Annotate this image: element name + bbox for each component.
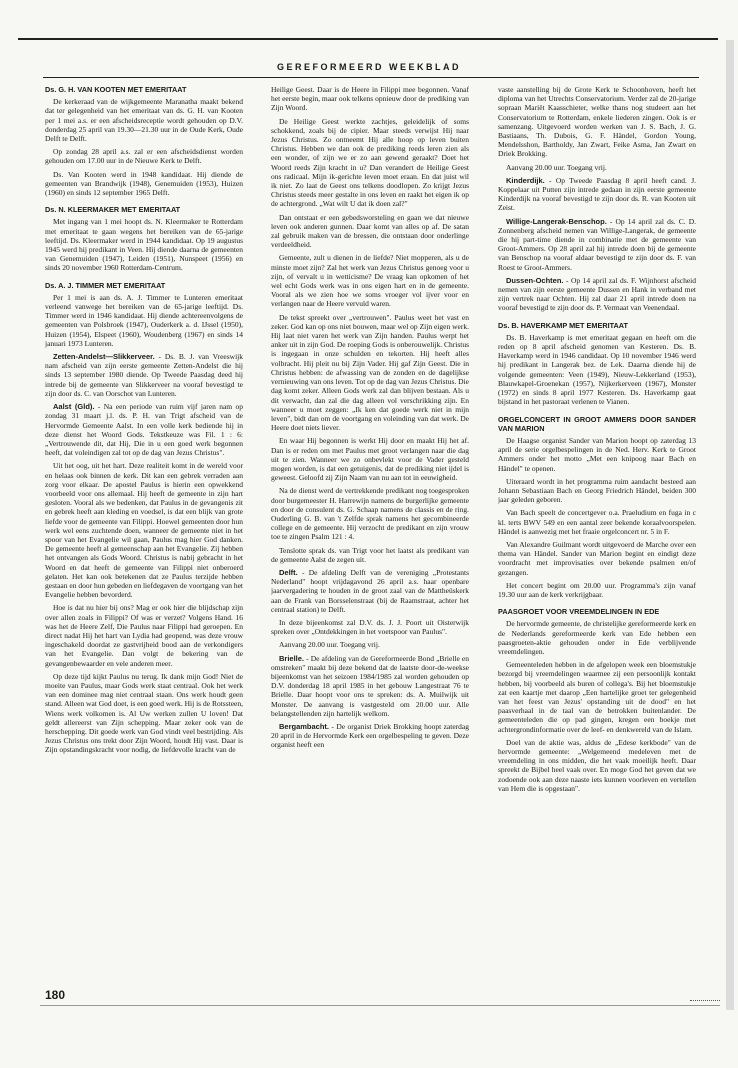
paragraph: De tekst spreekt over „vertrouwen". Paulus weet het vast en zeker. God kan op ons niet bouwen, maar wel op Zijn eigen werk. Hij laat niet varen het werk van Zijn handen. Paulus werpt het anker uit in zijn God. De roeping Gods is onberouwelijk. Christus is ingegaan in onze schulden en tekorten. Hij heeft alles volbracht. Hij pleit nu bij Zijn Vader. Hij gaf Zijn Geest. Die in Christus hebben: de afwassing van de zonden en de dagelijkse vernieuwing van ons leven. Tot op de dag van Jezus Christus. Die dag komt zeker. Alleen Gods werk zal dan blijven bestaan. Als u dit verwacht, dan zal die dag alleen vol verschrikking zijn. En wanneer u moet zeggen: „Ik ken dat goede werk niet in mijn leven", bidt dan om de voortgang en voleinding van dat werk. De Heere doet niets liever.	[271, 312, 469, 433]
heading-van-kooten: Ds. G. H. VAN KOOTEN MET EMERITAAT	[45, 85, 187, 94]
item-lead: Bergambacht.	[279, 722, 330, 731]
paragraph: Gemeenteleden hebben in de afgelopen week een bloemstukje bezorgd bij vreemdelingen waarmee zij een persoonlijk kontakt hebben, bij voorbeeld als buren of collega's. Bij het bloemstukje zat een kaartje met daarop „Een hartelijke groet ter gelegenheid van het feest van Jezus' opstanding uit de dood" en het paasverhaal in de taal van de betrokken buitenlander. De gemeenteleden die op pad gingen, kregen een boekje met achtergrondinformatie over de leef- en denkwereld van de Islam.	[498, 660, 696, 734]
heading-kleermaker: Ds. N. KLEERMAKER MET EMERITAAT	[45, 205, 181, 215]
paragraph: Heilige Geest. Daar is de Heere in Filippi mee begonnen. Vanaf het eerste begin, maar ook telkens opnieuw door de prediking van Zijn Woord.	[271, 85, 469, 113]
news-item-aalst	[45, 402, 243, 457]
heading-orgelconcert: ORGELCONCERT IN GROOT AMMERS DOOR SANDER VAN MARION	[498, 414, 696, 433]
paragraph: Dan ontstaat er een gebedsworsteling en gaan we dat nieuwe leven ook anderen gunnen. Daar komt van alles op af. De satan zal gebruik maken van de bressen, die ontstaan door onderlinge verdeeldheid.	[271, 212, 469, 250]
item-text: - Op 14 april zal ds. F. Wijnhorst afscheid nemen van zijn eerste gemeente Dussen en Hank in verband met zijn vertrek naar Ochten. Hij zal daar 21 april intrede doen na vooraf bevestigd te zijn door ds. P. Vermaat van Veenendaal.	[498, 275, 696, 313]
item-text: - De organist Driek Brokking hoopt zaterdag 20 april in de Hervormde Kerk een orgelbespeling te geven. Deze organist heeft een	[271, 722, 469, 750]
news-item-delft	[271, 568, 469, 614]
paragraph: Aanvang 20.00 uur. Toegang vrij.	[279, 640, 380, 650]
paragraph: Ds. B. Haverkamp is met emeritaat gegaan en heeft om die reden op 8 april afscheid genomen van Kesteren. Ds. B. Haverkamp werd in 1946 candidaat. Op 10 november 1946 werd hij predikant in Langerak bez. de Lek. Daarna diende hij de volgende gemeenten: Veen (1949), Nieuw-Lekkerland (1953), Blauwkapel-Groenekan (1957), Nijkerkerveen (1967), Monster (1972) en sinds 8 april 1977 Kesteren. Ds. Haverkamp gaat bijstand in het pastoraat verlenen te Vianen.	[498, 332, 696, 407]
paragraph: De kerkeraad van de wijkgemeente Maranatha maakt bekend dat ter gelegenheid van het emeritaat van ds. G. H. van Kooten per 1 mei a.s. er een afscheidsreceptie wordt gehouden op D.V. donderdag 25 april van 19.30—21.30 uur in de Oude Kerk, Oude Delft te Delft.	[45, 97, 243, 144]
paragraph: Ds. Van Kooten werd in 1948 kandidaat. Hij diende de gemeenten van Brandwijk (1948), Genemuiden (1953), Huizen (1960) en sinds 12 september 1965 Delft.	[45, 169, 243, 198]
paragraph: Op zondag 28 april a.s. zal er een afscheidsdienst worden gehouden om 17.00 uur in de Nieuwe Kerk te Delft.	[45, 147, 243, 166]
paragraph: Per 1 mei is aan ds. A. J. Timmer te Lunteren emeritaat verleend vanwege het bereiken van de 65-jarige leeftijd. Ds. Timmer werd in 1946 kandidaat. Hij diende achtereenvolgens de gemeenten van Polsbroek (1947), Ouderkerk a. d. IJssel (1950), Huizen (1954), Elspeet (1960), Woudenberg (1967) en sinds 14 januari 1973 Lunteren.	[45, 292, 243, 348]
paragraph: Hoe is dat nu hier bij ons? Mag er ook hier die blijdschap zijn over allen zoals in Filippi? Of was er verzet? Volgens Hand. 16 was het de Heere Zelf, Die Paulus naar Filippi had geroepen. En direct nadat Hij het hart van Lydia had geopend, was deze vrouw ingeschakeld doordat ze gastvrijheid bood aan de verkondigers van het Evangelie. Dan volgt de bekering van de gevangenbewaarder en vele anderen meer.	[45, 603, 243, 668]
paragraph: Op deze tijd kijkt Paulus nu terug. Ik dank mijn God! Niet de moeite van Paulus, maar Gods werk staat centraal. Ook het werk van een dominee mag niet centraal staan. Ons werk houdt geen stand. Alleen wat God doet, is een goed werk. Hij is de Rotssteen, Wiens werk volkomen is. Al Uw werken zullen U loven! Dat geldt allereerst van Zijn schepping. Maar zeker ook van de herschepping. Dit goede werk van God vindt veel bestrijding. Als Jezus Christus ons trekt door Zijn Woord, houdt Hij vast. Daar is Zijn opstandingskracht voor nodig, de liefdevolle kracht van de	[45, 671, 243, 755]
heading-timmer: Ds. A. J. TIMMER MET EMERITAAT	[45, 280, 166, 290]
column-3	[498, 85, 696, 985]
paragraph: Uiteraard wordt in het programma ruim aandacht besteed aan Johann Sebastiaan Bach en Georg Friedrich Händel, beiden 300 jaar geleden geboren.	[498, 476, 696, 505]
paragraph: Aanvang 20.00 uur. Toegang vrij.	[506, 162, 607, 172]
heading-paasgroet: PAASGROET VOOR VREEMDELINGEN IN EDE	[498, 607, 660, 617]
news-item-kinderdijk	[498, 176, 696, 213]
page-number: 180	[45, 988, 66, 1002]
item-lead: Aalst (Gld).	[53, 402, 95, 412]
scan-marks	[690, 1000, 720, 1005]
paragraph: Met ingang van 1 mei hoopt ds. N. Kleermaker te Rotterdam met emeritaat te gaan wegens het bereiken van de 65-jarige leeftijd. Ds. Kleermaker werd in 1944 kandidaat. Op 19 augustus 1945 werd hij predikant in Veen. Hij diende daarna de gemeenten van Genemuiden (1947), Leiden (1951), Nunspeet (1956) en sinds 20 november 1960 Rotterdam-Centrum.	[45, 217, 243, 273]
news-item-dussen	[498, 276, 696, 313]
paragraph: Het concert begint om 20.00 uur. Programma's zijn vanaf 19.30 uur aan de kerk verkrijgbaar.	[498, 580, 696, 599]
item-text: - De afdeling Delft van de vereniging „Protestants Nederland" hoopt vrijdagavond 26 april a.s. haar openbare jaarvergadering te houden in de groot zaal van de Mattheüskerk aan de Frank van Borsselenstraat (bij de Raamstraat, achter het centraal station) te Delft.	[271, 567, 469, 614]
item-text: - Na een periode van ruim vijf jaren nam op zondag 31 maart j.l. ds. P. H. van Trigt afscheid van de Hervormde Gemeente Aalst. In een volle kerk bediende hij in deze dienst het Woord Gods. Tekstkeuze was Fil. 1 : 6: „Vertrouwende dit, dat Hij, Die in u een goed werk begonnen heeft, dat voleindigen zal tot op de dag van Jezus Christus".	[45, 402, 243, 458]
paragraph: vaste aanstelling bij de Grote Kerk te Schoonhoven, heeft het diploma van het Utrechts Conservatorium. Verder zal de 20-jarige sopraan Mariët Kaasschieter, welke thans nog studeert aan het Conservatorium te Rotterdam, enkele liederen zingen. Ook is er samenzang. Uitgevoerd worden werken van J. S. Bach, J. G. Bastiaans, Th. Dubois, G. F. Händel, Gordon Young, Mendelsshon, Bartholdy, Jan Zwart, Feike Asma, Jan Zwart en Driek Brokking.	[498, 85, 696, 159]
column-1	[45, 85, 243, 985]
heading-haverkamp: Ds. B. HAVERKAMP MET EMERITAAT	[498, 320, 628, 330]
paragraph: De Heilige Geest werkte zachtjes, geleidelijk of soms schokkend, zoals bij de cipier. Maar steeds verwijst Hij naar Jezus Christus. Zo ontneemt Hij alle hoop op leven buiten Christus. Hebben we dan ook de prediking reeds leren zien als een wonder, of zijn we er zo aan gewend geraakt? Doet het Woord reeds Zijn kracht in u? Dan verandert de Heilige Geest ons radicaal. Mijn ik-gerichte leven moet eraan. En dat juist wil ik niet. Zo laat de Geest ons telkens doodlopen. Zo krijgt Jezus Christus steeds meer gestalte in ons leven en raakt het eigen ik op de achtergrond. „Wat wilt U dat ik doen zal?"	[271, 116, 469, 209]
item-text: - Op Tweede Paasdag 8 april heeft cand. J. Koppelaar uit Putten zijn intrede gedaan in zijn eerste gemeente Kinderdijk na vooraf bevestigd te zijn door ds. R. van Kooten uit Zeist.	[498, 175, 696, 213]
paragraph: Tenslotte sprak ds. van Trigt voor het laatst als predikant van de gemeente Aalst de zegen uit.	[271, 545, 469, 564]
news-item-brielle	[271, 654, 469, 718]
header-rule	[43, 77, 699, 78]
top-rule	[18, 38, 718, 40]
item-text: - De afdeling van de Gereformeerde Bond „Brielle en omstreken" maakt bij deze bekend dat de laatste door-de-weekse bijeenkomst van het seizoen 1984/1985 zal worden gehouden op D.V. donderdag 18 april 1985 in het gebouw Langestraat 76 te Brielle. Daar hoopt voor ons te spreken: ds. A. Muilwijk uit Monster. De aanvang is vastgesteld om 20.00 uur. Alle belangstellenden zijn hartelijk welkom.	[271, 653, 469, 718]
paragraph: Van Alexandre Guilmant wordt uitgevoerd de Marche over een thema van Händel. Sander van Marion begint en eindigt deze voordracht met improvisaties over bekende psalmen en/of gezangen.	[498, 539, 696, 577]
paragraph: In deze bijeenkomst zal D.V. ds. J. J. Poort uit Oisterwijk spreken over „Ontdekkingen in het voetspoor van Paulus".	[271, 617, 469, 637]
paragraph: Uit het oog, uit het hart. Deze realiteit komt in de wereld voor en helaas ook binnen de kerk. Dit kan een gebrek verraden aan zorg voor elkaar. De apostel Paulus is hierin een opwekkend voorbeeld voor ons allemaal. Hij heeft de gemeente in zijn hart gesloten. Vooral als we bedenken, dat Paulus in de gevangenis zit en gebrek heeft aan kleding en voedsel, is dat een blijk van grote liefde voor de gemeente van Filippi. Hoewel gemeenten door hun werk wel eens zuchtende doen, wanneer de gemeente niet in het spoor van het Evangelie wil gaan, Paulus mag hier God danken. De gemeente heeft al gemeenschap aan het Evangelie. Zij hebben het ontvangen als Gods Woord. Christus is nabij gebracht in het Woord en dat heeft de gemeente van Filippi niet onberoerd gelaten. Het kan ook betekenen dat ze Paulus terzijde hebben gestaan en door hun gebeden en liefdegaven de voortgang van het Evangelie hebben bevorderd.	[45, 461, 243, 600]
bottom-rule	[40, 1005, 720, 1006]
paragraph: De hervormde gemeente, de christelijke gereformeerde kerk en de Nederlands gereformeerde kerk van Ede hebben een paasgroeten-aktie gehouden onder in Ede verblijvende vreemdelingen.	[498, 619, 696, 656]
item-lead: Delft.	[279, 567, 298, 577]
column-2	[271, 85, 469, 985]
paragraph: De Haagse organist Sander van Marion hoopt op zaterdag 13 april de serie orgelbespelingen in de Ned. Herv. Kerk te Groot Ammers onder het motto „Met een knipoog naar Bach en Händel" te openen.	[498, 435, 696, 473]
item-lead: Kinderdijk.	[506, 175, 545, 185]
news-item-willige-langerak	[498, 217, 696, 272]
paragraph: Gemeente, zult u dienen in de liefde? Niet mopperen, als u de minste moet zijn? Zal het werk van Jezus Christus genoeg voor u zijn, of vervalt u in wetticisme? De vraag kan opkomen of het wel echt Gods werk was in ons eigen hart en in de gemeente. Vooral als we zien hoe we soms vroeger vol ijver voor en verlangen naar de Heere vervuld waren.	[271, 253, 469, 309]
paragraph: Van Bach speelt de concertgever o.a. Praeludium en fuga in c kl. terts BWV 549 en een aantal zeer bekende koraalvoorspelen. Händel is aanwezig met het fraaie orgelconcert nr. 5 in F.	[498, 508, 696, 536]
paragraph: Na de dienst werd de vertrekkende predikant nog toegesproken door burgemeester H. Harrewijn namens de burgerlijke gemeente en door de consulent ds. G. Schaap namens de classis en de ring. Ouderling G. B. van 't Zelfde sprak namens het gecombineerde college en de gemeente. Hij verzocht de predikant en zijn vrouw toe te zingen Psalm 121 : 4.	[271, 486, 469, 542]
item-text: - Op 14 april zal ds. C. D. Zonnenberg afscheid nemen van Willige-Langerak, de gemeente die hij part-time diende in combinatie met de gemeente van Groot-Ammers. Op 28 april zal hij intrede doen bij de gemeente van Benschop na vooraf aldaar bevestigd te zijn door ds. F. van Roest te Groot-Ammers.	[498, 216, 696, 272]
scan-edge	[726, 40, 734, 1010]
paragraph: Doel van de aktie was, aldus de „Edese kerkbode" van de hervormde gemeente: „Welgemeend medeleven met de vreemdeling in ons midden, die het vaak moeilijk heeft. Daar spreekt de Bijbel heel vaak over. En moge God het geven dat we zodoende ook aan deze naaste iets kunnen voorleven en vertellen van Hem die is opgestaan".	[498, 737, 696, 793]
item-lead: Brielle.	[279, 653, 305, 663]
item-lead: Dussen-Ochten.	[506, 275, 564, 285]
paragraph: En waar Hij begonnen is werkt Hij door en maakt Hij het af. Dan is er reden om met Paulus met groot verlangen naar die dag uit te zien. Wanneer we zo onbevlekt voor de Vader gesteld mogen worden, is dat een getuigenis, dat de prediking niet ijdel is geweest. Geloofd zij Zijn Naam van nu aan tot in eeuwigheid.	[271, 436, 469, 483]
news-item-bergambacht	[271, 722, 469, 750]
item-lead: Zetten-Andelst—Slikkerveer.	[53, 352, 155, 362]
item-lead: Willige-Langerak-Benschop.	[506, 216, 607, 226]
item-text: - Ds. B. J. van Vreeswijk nam afscheid van zijn eerste gemeente Zetten-Andelst die hij sinds 13 september 1980 diende. Op Tweede Paasdag deed hij intrede bij de gemeente van Slikkerveer na vooraf bevestigd te zijn door ds. C. van Oorschot van Lunteren.	[45, 352, 243, 398]
news-item-zetten	[45, 352, 243, 398]
page-header-title: GEREFORMEERD WEEKBLAD	[276, 62, 461, 72]
